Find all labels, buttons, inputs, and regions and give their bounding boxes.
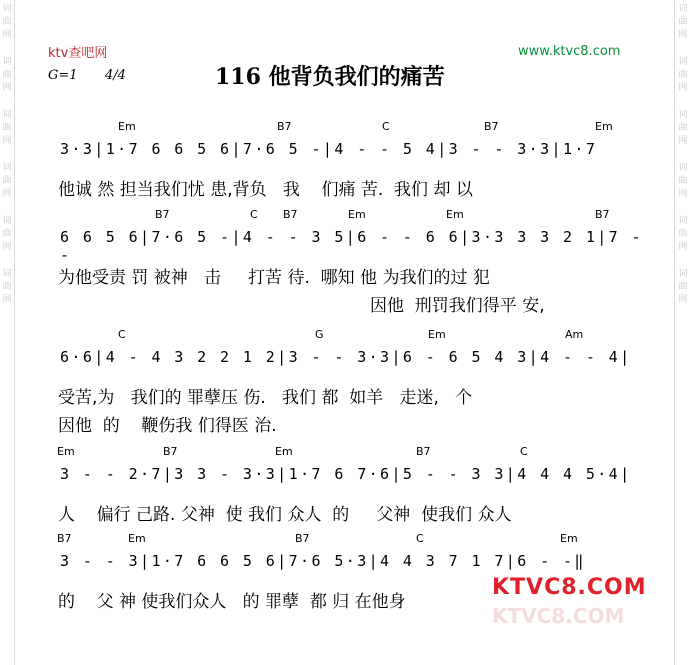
time-signature: 4/4 bbox=[105, 68, 126, 83]
chord-label: Em bbox=[560, 532, 578, 545]
chord-label: B7 bbox=[595, 208, 610, 221]
chord-label: B7 bbox=[484, 120, 499, 133]
chord-label: Em bbox=[57, 445, 75, 458]
song-title: 116 他背负我们的痛苦 bbox=[215, 64, 445, 90]
lyric-line: 受苦,为 我们的 罪孽压 伤. 我们 都 如羊 走迷, 个 bbox=[58, 388, 473, 408]
lyric-line-second: 因他 的 鞭伤我 们得医 治. bbox=[58, 416, 277, 436]
margin-label: 网 bbox=[678, 242, 688, 252]
lyric-line-second: 因他 刑罚我们得平 安, bbox=[370, 296, 545, 316]
chord-label: B7 bbox=[295, 532, 310, 545]
key-signature: G=1 bbox=[48, 68, 78, 83]
chord-label: Em bbox=[118, 120, 136, 133]
margin-label: 网 bbox=[2, 295, 12, 305]
margin-label: 网 bbox=[678, 30, 688, 40]
chord-label: C bbox=[250, 208, 258, 221]
chord-label: B7 bbox=[283, 208, 298, 221]
lyric-line: 为他受责 罚 被神 击 打苦 待. 哪知 他 为我们的过 犯 bbox=[58, 268, 490, 288]
chord-label: C bbox=[382, 120, 390, 133]
margin-label: 词 bbox=[2, 216, 12, 226]
margin-label: 曲 bbox=[2, 17, 12, 27]
margin-label: 词 bbox=[678, 269, 688, 279]
margin-label: 网 bbox=[2, 136, 12, 146]
chord-label: C bbox=[520, 445, 528, 458]
chord-label: Em bbox=[595, 120, 613, 133]
margin-label: 词 bbox=[678, 57, 688, 67]
lyric-line: 人 偏行 己路. 父神 使 我们 众人 的 父神 使我们 众人 bbox=[58, 505, 512, 525]
margin-label: 曲 bbox=[678, 17, 688, 27]
margin-label: 曲 bbox=[678, 229, 688, 239]
chord-label: B7 bbox=[155, 208, 170, 221]
margin-label: 网 bbox=[678, 189, 688, 199]
margin-label: 曲 bbox=[2, 70, 12, 80]
notation-line: 3·3|1·7 6 6 5 6|7·6 5 -|4 - - 5 4|3 - - 3·3|1·7 bbox=[60, 140, 598, 158]
margin-label: 网 bbox=[2, 30, 12, 40]
margin-label: 词 bbox=[2, 163, 12, 173]
margin-label: 词 bbox=[2, 110, 12, 120]
margin-label: 网 bbox=[2, 242, 12, 252]
margin-label: 曲 bbox=[678, 70, 688, 80]
chord-label: B7 bbox=[57, 532, 72, 545]
lyric-line: 他诚 然 担当我们忧 患,背负 我 们痛 苦. 我们 却 以 bbox=[58, 180, 473, 200]
margin-label: 网 bbox=[678, 83, 688, 93]
margin-label: 网 bbox=[678, 136, 688, 146]
notation-line: 3 - - 2·7|3 3 - 3·3|1·7 6 7·6|5 - - 3 3|4 4 4 5·4| bbox=[60, 465, 632, 483]
chord-label: C bbox=[416, 532, 424, 545]
margin-label: 词 bbox=[678, 216, 688, 226]
margin-label: 网 bbox=[2, 83, 12, 93]
chord-label: Am bbox=[565, 328, 584, 341]
margin-label: 曲 bbox=[678, 123, 688, 133]
margin-label: 曲 bbox=[2, 282, 12, 292]
margin-label: 词 bbox=[2, 57, 12, 67]
margin-label: 词 bbox=[2, 269, 12, 279]
chord-label: B7 bbox=[416, 445, 431, 458]
left-margin-labels bbox=[2, 0, 12, 665]
margin-label: 网 bbox=[678, 295, 688, 305]
right-margin-line bbox=[674, 0, 675, 665]
chord-label: C bbox=[118, 328, 126, 341]
margin-label: 曲 bbox=[2, 229, 12, 239]
margin-label: 词 bbox=[678, 110, 688, 120]
margin-label: 词 bbox=[678, 4, 688, 14]
chord-label: Em bbox=[128, 532, 146, 545]
notation-line: 6 6 5 6|7·6 5 -|4 - - 3 5|6 - - 6 6|3·3 3 3 2 1|7 - - bbox=[60, 228, 643, 264]
margin-label: 网 bbox=[2, 189, 12, 199]
margin-label: 曲 bbox=[2, 123, 12, 133]
ktvc8-logo bbox=[492, 575, 647, 600]
chord-label: B7 bbox=[277, 120, 292, 133]
left-margin-line bbox=[14, 0, 15, 665]
site-url-right: www.ktvc8.com bbox=[518, 44, 621, 59]
notation-line: 3 - - 3|1·7 6 6 5 6|7·6 5·3|4 4 3 7 1 7|6 - -‖ bbox=[60, 552, 586, 570]
chord-label: G bbox=[315, 328, 324, 341]
margin-label: 词 bbox=[678, 163, 688, 173]
margin-label: 曲 bbox=[678, 282, 688, 292]
site-name-left: ktv查吧网 bbox=[48, 46, 108, 61]
margin-label: 词 bbox=[2, 4, 12, 14]
chord-label: Em bbox=[348, 208, 366, 221]
chord-label: B7 bbox=[163, 445, 178, 458]
notation-line: 6·6|4 - 4 3 2 2 1 2|3 - - 3·3|6 - 6 5 4 3|4 - - 4| bbox=[60, 348, 632, 366]
right-margin-labels bbox=[678, 0, 688, 665]
margin-label: 曲 bbox=[2, 176, 12, 186]
lyric-line: 的 父 神 使我们众人 的 罪孽 都 归 在他身 bbox=[58, 592, 406, 612]
chord-label: Em bbox=[275, 445, 293, 458]
logo-reflection: KTVC8.COM bbox=[492, 604, 625, 628]
margin-label: 曲 bbox=[678, 176, 688, 186]
logo-text: KTVC8.COM bbox=[492, 575, 647, 600]
chord-label: Em bbox=[428, 328, 446, 341]
chord-label: Em bbox=[446, 208, 464, 221]
